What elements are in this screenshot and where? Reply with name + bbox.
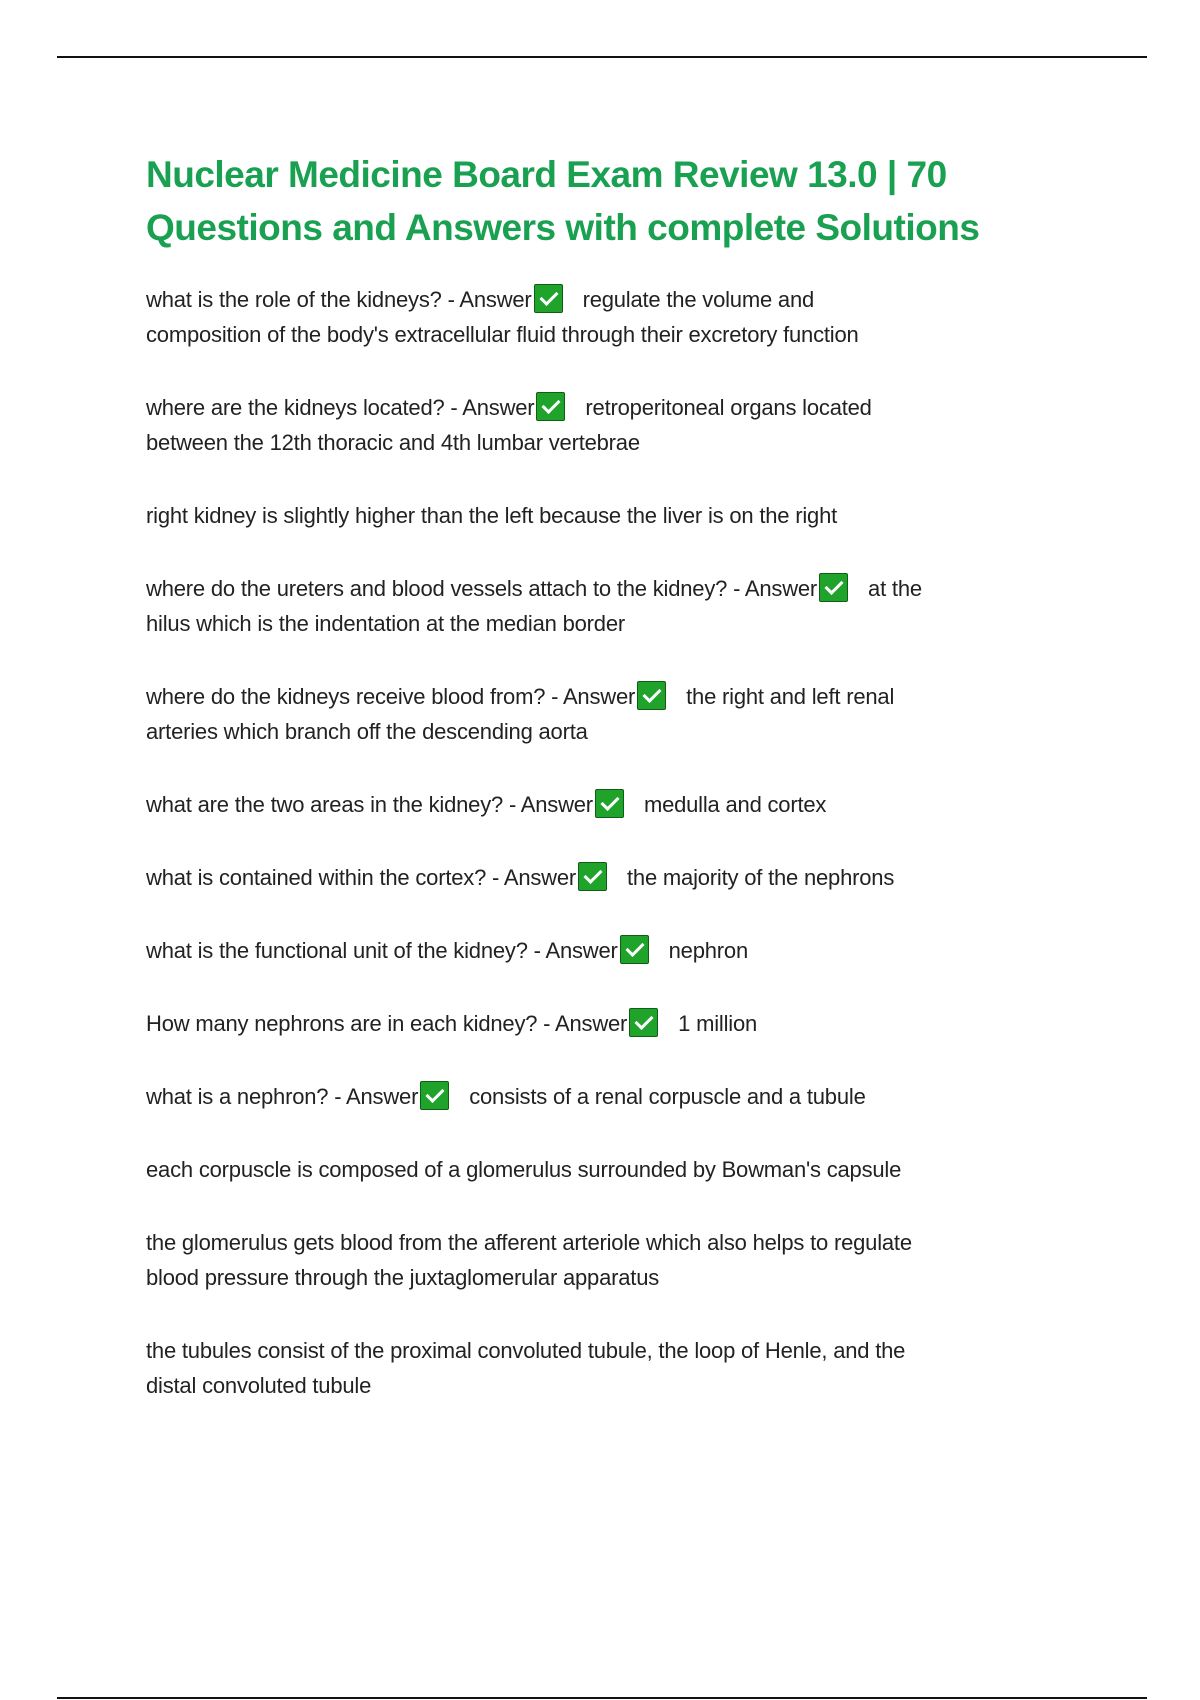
question-text: what are the two areas in the kidney? - Answer: [146, 792, 593, 817]
checkmark-icon: [637, 681, 666, 710]
answer-text: retroperitoneal organs located: [585, 395, 872, 420]
qa-item: [146, 571, 1106, 641]
answer-text: at the: [868, 576, 922, 601]
answer-text: consists of a renal corpuscle and a tubule: [469, 1084, 866, 1109]
document-title: [146, 148, 1106, 254]
answer-text: medulla and cortex: [643, 792, 827, 817]
title-line: Questions and Answers with complete Solutions: [146, 207, 980, 248]
checkmark-icon: [534, 284, 563, 313]
qa-item: [146, 1333, 1106, 1403]
qa-list: [146, 282, 1106, 1403]
note-text: right kidney is slightly higher than the left because the liver is on the right: [146, 503, 838, 528]
note-text: blood pressure through the juxtaglomerular apparatus: [146, 1265, 660, 1290]
question-text: where do the kidneys receive blood from? - Answer: [146, 684, 636, 709]
answer-text: between the 12th thoracic and 4th lumbar vertebrae: [146, 430, 640, 455]
question-text: what is the functional unit of the kidney? - Answer: [146, 938, 618, 963]
answer-text: composition of the body's extracellular fluid through their excretory function: [146, 322, 859, 347]
note-text: the glomerulus gets blood from the afferent arteriole which also helps to regulate: [146, 1230, 912, 1255]
footer-rule: [57, 1697, 1147, 1699]
answer-text: the right and left renal: [686, 684, 895, 709]
qa-item: [146, 1225, 1106, 1295]
document-body: [146, 148, 1106, 1441]
answer-text: 1 million: [678, 1011, 758, 1036]
question-text: where do the ureters and blood vessels attach to the kidney? - Answer: [146, 576, 818, 601]
checkmark-icon: [595, 789, 624, 818]
qa-item: [146, 1152, 1106, 1187]
answer-text: hilus which is the indentation at the median border: [146, 611, 625, 636]
question-text: what is a nephron? - Answer: [146, 1084, 419, 1109]
answer-text: nephron: [668, 938, 748, 963]
title-line: Nuclear Medicine Board Exam Review 13.0 | 70: [146, 154, 947, 195]
question-text: where are the kidneys located? - Answer: [146, 395, 535, 420]
checkmark-icon: [620, 935, 649, 964]
qa-item: [146, 498, 1106, 533]
question-text: what is contained within the cortex? - Answer: [146, 865, 577, 890]
qa-item: [146, 679, 1106, 749]
note-text: distal convoluted tubule: [146, 1373, 372, 1398]
question-text: what is the role of the kidneys? - Answer: [146, 287, 532, 312]
header-rule: [57, 56, 1147, 58]
checkmark-icon: [819, 573, 848, 602]
answer-text: the majority of the nephrons: [627, 865, 895, 890]
checkmark-icon: [578, 862, 607, 891]
qa-item: [146, 390, 1106, 460]
note-text: each corpuscle is composed of a glomerulus surrounded by Bowman's capsule: [146, 1157, 902, 1182]
answer-text: regulate the volume and: [582, 287, 815, 312]
checkmark-icon: [420, 1081, 449, 1110]
question-text: How many nephrons are in each kidney? - Answer: [146, 1011, 628, 1036]
note-text: the tubules consist of the proximal convoluted tubule, the loop of Henle, and the: [146, 1338, 906, 1363]
checkmark-icon: [629, 1008, 658, 1037]
qa-item: [146, 787, 1106, 822]
qa-item: [146, 860, 1106, 895]
qa-item: [146, 1006, 1106, 1041]
answer-text: arteries which branch off the descending aorta: [146, 719, 588, 744]
checkmark-icon: [536, 392, 565, 421]
qa-item: [146, 282, 1106, 352]
qa-item: [146, 1079, 1106, 1114]
qa-item: [146, 933, 1106, 968]
